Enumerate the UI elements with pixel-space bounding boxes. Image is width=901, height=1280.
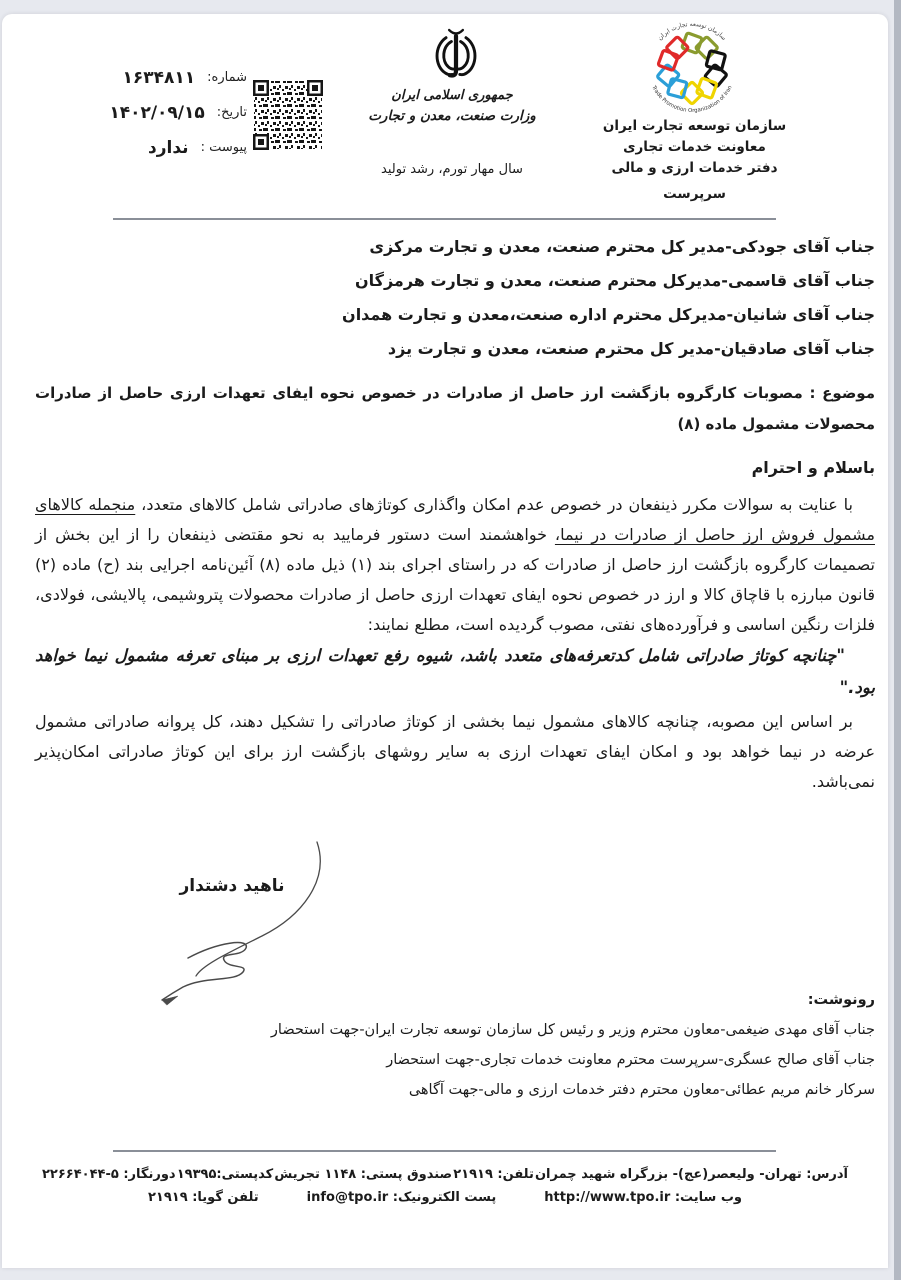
letter-meta: [57, 60, 247, 165]
signer-name: ناهید دشتدار: [179, 876, 285, 896]
handwritten-signature-icon: [150, 838, 325, 1006]
meta-row-date: [57, 95, 247, 130]
footer-address: آدرس: تهران- ولیعصر(عج)- بزرگراه شهید چمران: [534, 1167, 848, 1182]
footer-pobox: صندوق پستی: ۱۱۴۸ تجریش: [274, 1167, 453, 1182]
footer-web-line: [42, 1188, 848, 1208]
p1-part1: با عنایت به سوالات مکرر ذینفعان در خصوص عدم امکان واگذاری کوتاژهای صادراتی شامل کالاهای متعدد،: [135, 495, 854, 514]
footer-fax: دورنگار: ۵-۲۲۶۶۴۰۴۴: [42, 1167, 176, 1182]
qr-finder-top-right: [307, 80, 323, 96]
footer-voicephone: تلفن گویا: ۲۱۹۱۹: [148, 1190, 259, 1205]
iran-emblem-icon: [433, 26, 479, 80]
svg-text:سازمان توسعه تجارت ایران: [657, 21, 728, 42]
gov-line1: جمهوری اسلامی ایران: [391, 88, 513, 103]
svg-text:Trade Promotion Organization o: [650, 84, 734, 114]
org-title-block: [597, 116, 792, 205]
footer-phone: تلفن: ۲۱۹۱۹: [453, 1167, 534, 1182]
logo-square: [658, 50, 679, 71]
tpo-logo-icon: [640, 16, 744, 120]
recipient-line: جناب آقای صادقیان-مدیر کل محترم صنعت، معدن و تجارت یزد: [387, 339, 875, 358]
footer-website: وب سایت: http://www.tpo.ir: [544, 1190, 742, 1205]
body-paragraph-2: بر اساس این مصوبه، چنانچه کالاهای مشمول نیما بخشی از کوتاژ صادراتی را تشکیل دهند، کل پروانه صادراتی مشمول عرضه در نیما خواهد بود و امکان ایفای تعهدات ارزی به سایر روشهای بازگشت ارز برای این کوتاژ صادراتی امکان‌پذیر نمی‌باشد.: [35, 712, 875, 791]
logo-square: [668, 78, 688, 98]
header-divider: [113, 218, 776, 220]
year-slogan: سال مهار تورم، رشد تولید: [381, 162, 523, 177]
qr-code: [253, 80, 323, 150]
resolution-quote: "چنانچه کوتاژ صادراتی شامل کدتعرفه‌های متعدد باشد، شیوه رفع تعهدات ارزی بر مبنای تعرفه مشمول نیما خواهد بود.": [35, 646, 875, 697]
recipient-line: جناب آقای شانیان-مدیرکل محترم اداره صنعت،معدن و تجارت همدان: [342, 305, 875, 324]
attachment-label: پیوست :: [200, 140, 247, 155]
gov-line2: وزارت صنعت، معدن و تجارت: [368, 108, 536, 124]
org-line2: معاونت خدمات تجاری: [623, 139, 766, 155]
recipient-line: جناب آقای قاسمی-مدیرکل محترم صنعت، معدن و تجارت هرمزگان: [355, 271, 875, 290]
date-label: تاریخ:: [216, 105, 247, 120]
recipients-list: [35, 230, 875, 366]
cc-heading: رونوشت:: [807, 992, 875, 1008]
cc-line: سرکار خانم مریم عطائی-معاون محترم دفتر خدمات ارزی و مالی-جهت آگاهی: [408, 1082, 875, 1098]
attachment-value: ندارد: [148, 137, 189, 158]
recipient-line: جناب آقای جودکی-مدیر کل محترم صنعت، معدن و تجارت مرکزی: [369, 237, 875, 256]
body-paragraph-1: [35, 490, 875, 640]
date-value: ۱۴۰۲/۰۹/۱۵: [109, 102, 205, 123]
footer-divider: [113, 1150, 776, 1152]
cc-line: جناب آقای صالح عسگری-سرپرست محترم معاونت خدمات تجاری-جهت استحضار: [386, 1052, 875, 1068]
salutation: باسلام و احترام: [751, 458, 875, 477]
org-line4: سرپرست: [663, 186, 726, 202]
letter-page: [2, 14, 888, 1268]
logo-arc-text-en: Trade Promotion Organization of Iran: [650, 84, 734, 115]
meta-row-attachment: [57, 130, 247, 165]
cc-list: [35, 1015, 875, 1105]
footer-postalcode: کدپستی:۱۹۳۹۵: [176, 1167, 274, 1182]
footer-email: پست الکترونیک: info@tpo.ir: [306, 1190, 497, 1205]
subject-line: موضوع : مصوبات کارگروه بازگشت ارز حاصل از صادرات در خصوص نحوه ایفای تعهدات ارزی حاصل از صادرات محصولات مشمول ماده (۸): [35, 384, 875, 433]
footer-contact-line: [42, 1165, 848, 1185]
qr-finder-bottom-left: [253, 134, 269, 150]
qr-finder-top-left: [253, 80, 269, 96]
meta-row-number: [57, 60, 247, 95]
org-line1: سازمان توسعه تجارت ایران: [602, 118, 787, 134]
p1-part2: خواهشمند است دستور فرمایید به نحو مقتضی ذینفعان را از این بخش از تصمیمات کارگروه بازگشت ارز حاصل از صادرات که در راستای اجرای بند (۱) ذیل ماده (۸) آئین‌نامه اجرایی بند (ح) ماده (۲) قانون مبارزه با قاچاق کالا و ارز در خصوص نحوه ایفای تعهدات ارزی حاصل از صادرات محصولات پتروشیمی، پالایشی، فولادی، فلزات رنگین اساسی و فرآورده‌های نفتی، مصوب گردیده است، مطلع نمایند:: [35, 525, 875, 634]
number-value: ۱۶۳۴۸۱۱: [122, 67, 196, 88]
window-edge: [894, 0, 901, 1280]
cc-line: جناب آقای مهدی ضیغمی-معاون محترم وزیر و رئیس کل سازمان توسعه تجارت ایران-جهت استحضار: [270, 1022, 875, 1038]
p1-underlined-segment: منجمله کالاهای مشمول فروش ارز حاصل از صادرات در نیما،: [35, 495, 875, 544]
ministry-title: [352, 86, 552, 126]
org-line3: دفتر خدمات ارزی و مالی: [611, 160, 778, 176]
logo-arc-text-fa: سازمان توسعه تجارت ایران: [656, 20, 728, 42]
number-label: شماره:: [207, 70, 247, 85]
